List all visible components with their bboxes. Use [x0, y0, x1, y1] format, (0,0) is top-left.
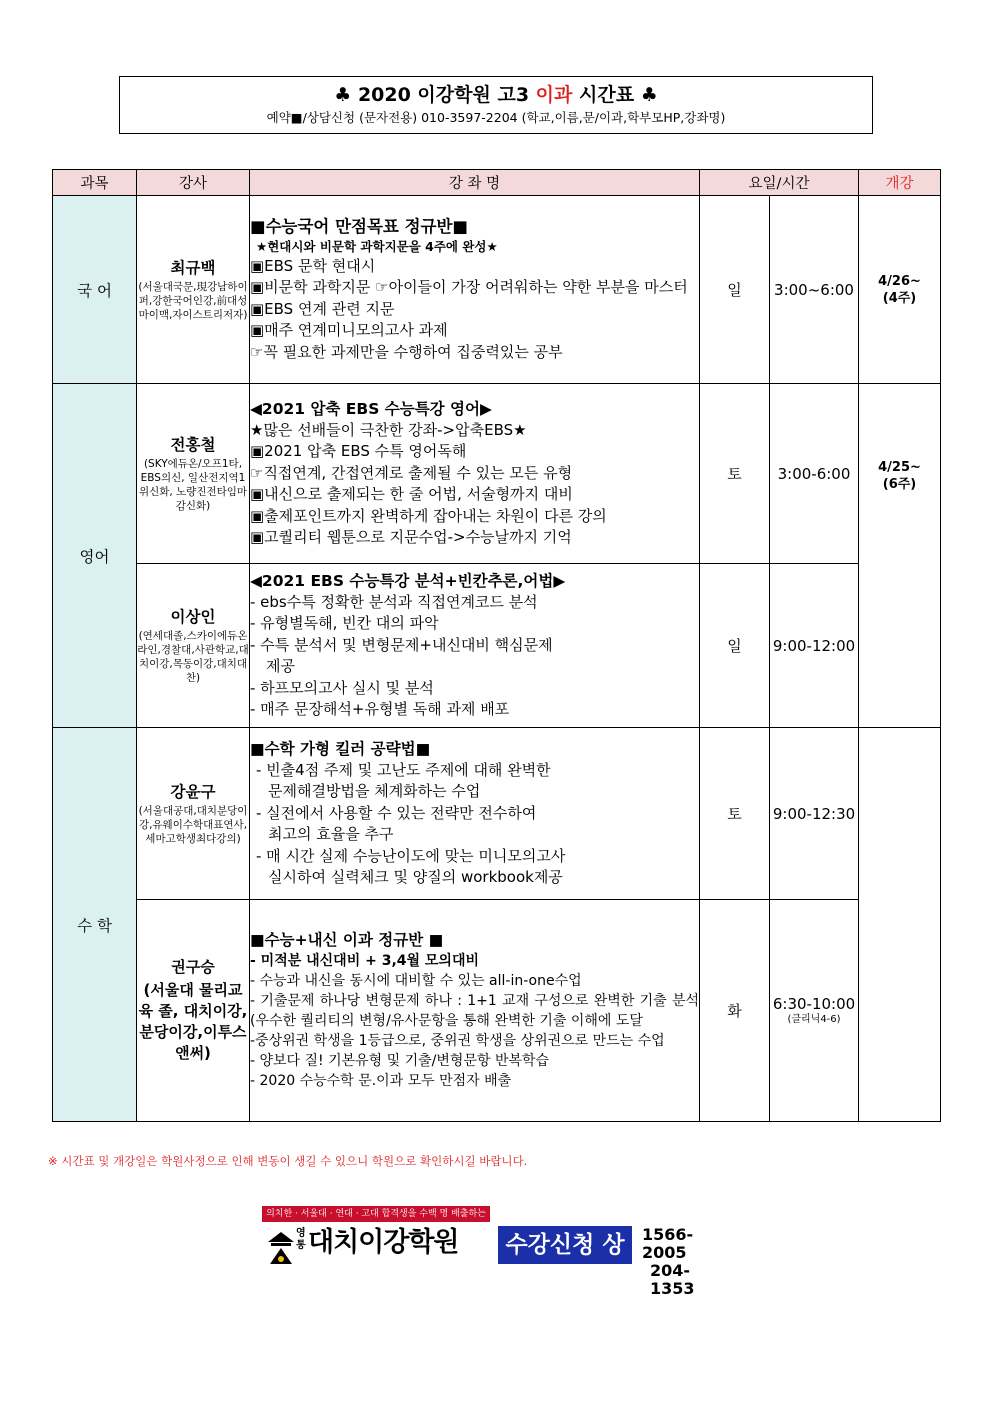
- teacher-name: 이상인: [170, 607, 216, 626]
- logo-banner: 의치한 · 서울대 · 연대 · 고대 합격생을 수백 명 배출하는: [262, 1206, 490, 1222]
- course-line: - 수특 분석서 및 변형문제+내신대비 핵심문제: [250, 635, 553, 654]
- teacher-name: 강윤구: [170, 782, 216, 801]
- course-line: 문제해결방법을 체계화하는 수업: [268, 782, 481, 800]
- club-icon: ♣: [334, 84, 352, 106]
- course-title: ■수능+내신 이과 정규반 ■: [250, 931, 444, 949]
- course-line: - 양보다 질! 기본유형 및 기출/변형문항 반복학습: [250, 1053, 550, 1069]
- course-line: - 수능과 내신을 동시에 대비할 수 있는 all-in-one수업: [250, 973, 582, 989]
- open-date: 4/26~: [878, 273, 921, 289]
- course-line: -중상위권 학생을 1등급으로, 중위권 학생을 상위권으로 만드는 수업: [250, 1033, 665, 1049]
- teacher-bio: (SKY에듀온/오프1타, EBS의신, 일산전지역1위신화, 노량진전타임마감신화): [138, 457, 248, 512]
- phone-2: 204-1353: [650, 1261, 695, 1298]
- day-cell: 일: [700, 564, 770, 728]
- subject-cell: 영어: [53, 384, 137, 728]
- course-line: - 빈출4점 주제 및 고난도 주제에 대해 완벽한: [256, 760, 551, 779]
- table-header-row: [53, 170, 941, 196]
- course-line: ☞꼭 필요한 과제만을 수행하여 집중력있는 공부: [250, 342, 563, 361]
- time-cell: 9:00-12:00: [770, 564, 859, 728]
- time-cell: 3:00-6:00: [770, 384, 859, 564]
- course-line: - ebs수특 정확한 분석과 직접연계코드 분석: [250, 592, 538, 611]
- course-line: - 기출문제 하나당 변형문제 하나 : 1+1 교재 구성으로 완벽한 기출 분석(우수한 퀄리티의 변형/유사문항을 통해 완벽한 기출 이해에 도달: [250, 993, 699, 1029]
- teacher-bio: (연세대졸,스카이에듀온라인,경찰대,사관학교,대치이강,목동이강,대치대찬): [137, 629, 249, 684]
- day-cell: 토: [700, 384, 770, 564]
- page-subtitle: 예약■/상담신청 (문자전용) 010-3597-2204 (학교,이름,문/이과,학부모HP,강좌명): [266, 110, 726, 125]
- course-cell: [250, 900, 700, 1122]
- course-line: ☞직접연계, 간접연계로 출제될 수 있는 모든 유형: [250, 463, 573, 482]
- course-title: ◀2021 EBS 수능특강 분석+빈칸추론,어법▶: [250, 571, 566, 590]
- teacher-bio: (서울대공대,대치분당이강,유웨이수학대표연사,세마고학생최다강의): [138, 804, 248, 845]
- open-date: 4/25~: [878, 460, 921, 475]
- course-line: ▣고퀄리티 웹툰으로 지문수업->수능날까지 기억: [250, 528, 572, 546]
- schedule-table: [52, 169, 941, 1122]
- teacher-cell: [137, 900, 250, 1122]
- course-line: - 실전에서 사용할 수 있는 전략만 전수하여: [256, 803, 537, 822]
- teacher-name: 권구승: [171, 958, 215, 976]
- academy-logo: [262, 1206, 732, 1298]
- col-header-open: 개강: [859, 170, 941, 196]
- emblem-icon: [266, 1228, 296, 1266]
- course-line: - 매 시간 실제 수능난이도에 맞는 미니모의고사: [256, 846, 566, 865]
- page-title: ♣ 2020 이강학원 고3 이과 시간표 ♣: [334, 84, 658, 106]
- course-line: - 미적분 내신대비 + 3,4월 모의대비: [250, 953, 479, 969]
- enroll-consult-label: 수강신청 상담: [498, 1226, 632, 1264]
- time-cell: 9:00-12:30: [770, 728, 859, 900]
- course-line: ★많은 선배들이 극찬한 강좌->압축EBS★: [250, 420, 527, 439]
- subject-cell: 국 어: [53, 196, 137, 384]
- course-line: - 2020 수능수학 문.이과 모두 만점자 배출: [250, 1073, 512, 1089]
- course-line: ▣매주 연계미니모의고사 과제: [250, 321, 448, 340]
- title-highlight: 이과: [535, 84, 573, 106]
- course-line: ▣2021 압축 EBS 수특 영어독해: [250, 442, 467, 460]
- teacher-bio: (서울대국문,現강남하이퍼,강한국어인강,前대성마이맥,자이스트리저자): [138, 280, 248, 321]
- teacher-bio: (서울대 물리교육 졸, 대치이강,분당이강,이투스앤써): [138, 981, 248, 1062]
- logo-brand: 대치이강학원: [308, 1227, 459, 1258]
- course-line: ▣EBS 문학 현대시: [250, 256, 376, 275]
- time-cell: 3:00~6:00: [770, 196, 859, 384]
- open-weeks: (6주): [882, 477, 917, 492]
- course-line: ▣출제포인트까지 완벽하게 잡아내는 차원이 다른 강의: [250, 506, 607, 525]
- course-line: ▣내신으로 출제되는 한 줄 어법, 서술형까지 대비: [250, 485, 573, 503]
- course-title: ■수학 가형 킬러 공략법■: [250, 739, 431, 758]
- course-cell: [250, 728, 700, 900]
- teacher-cell: [137, 384, 250, 564]
- course-cell: [250, 196, 700, 384]
- course-line: - 유형별독해, 빈칸 대의 파악: [250, 614, 439, 632]
- teacher-name: 전홍철: [170, 435, 216, 454]
- teacher-cell: [137, 196, 250, 384]
- teacher-cell: [137, 728, 250, 900]
- table-row: [53, 196, 941, 384]
- table-row: [53, 564, 941, 728]
- open-cell: [859, 728, 941, 1122]
- table-row: [53, 728, 941, 900]
- course-line: 제공: [266, 657, 295, 675]
- title-box: [119, 76, 873, 134]
- col-header-daytime: 요일/시간: [700, 170, 859, 196]
- course-line: - 매주 문장해석+유형별 독해 과제 배포: [250, 700, 510, 718]
- col-header-teacher: 강사: [137, 170, 250, 196]
- teacher-cell: [137, 564, 250, 728]
- open-cell: [859, 196, 941, 384]
- course-line: 실시하여 실력체크 및 양질의 workbook제공: [268, 868, 563, 886]
- course-cell: [250, 564, 700, 728]
- phone-numbers: [642, 1226, 732, 1298]
- course-cell: [250, 384, 700, 564]
- course-title: ◀2021 압축 EBS 수능특강 영어▶: [250, 399, 492, 418]
- logo-tag: 영통: [296, 1228, 306, 1251]
- col-header-course: 강 좌 명: [250, 170, 700, 196]
- table-row: [53, 384, 941, 564]
- open-weeks: (4주): [882, 290, 917, 306]
- day-cell: 화: [700, 900, 770, 1122]
- course-title: ■수능국어 만점목표 정규반■: [250, 216, 468, 236]
- course-line: - 하프모의고사 실시 및 분석: [250, 678, 434, 697]
- teacher-name: 최규백: [170, 258, 216, 277]
- course-line: ★현대시와 비문학 과학지문을 4주에 완성★: [256, 238, 498, 254]
- day-cell: 토: [700, 728, 770, 900]
- phone-1: 1566-2005: [642, 1225, 694, 1262]
- course-line: ▣비문학 과학지문 ☞아이들이 가장 어려워하는 약한 부분을 마스터: [250, 278, 688, 297]
- schedule-notice: ※ 시간표 및 개강일은 학원사정으로 인해 변동이 생길 수 있으니 학원으로 확인하시길 바랍니다.: [48, 1154, 528, 1168]
- day-cell: 일: [700, 196, 770, 384]
- col-header-subject: 과목: [53, 170, 137, 196]
- time-note: (클리닉4-6): [787, 1013, 841, 1025]
- club-icon: ♣: [640, 84, 658, 106]
- table-row: [53, 900, 941, 1122]
- open-cell: [859, 384, 941, 728]
- time-value: 6:30-10:00: [772, 994, 856, 1013]
- course-line: 최고의 효율을 추구: [268, 825, 394, 843]
- time-cell: [770, 900, 859, 1122]
- subject-cell: 수 학: [53, 728, 137, 1122]
- course-line: ▣EBS 연계 관련 지문: [250, 299, 395, 318]
